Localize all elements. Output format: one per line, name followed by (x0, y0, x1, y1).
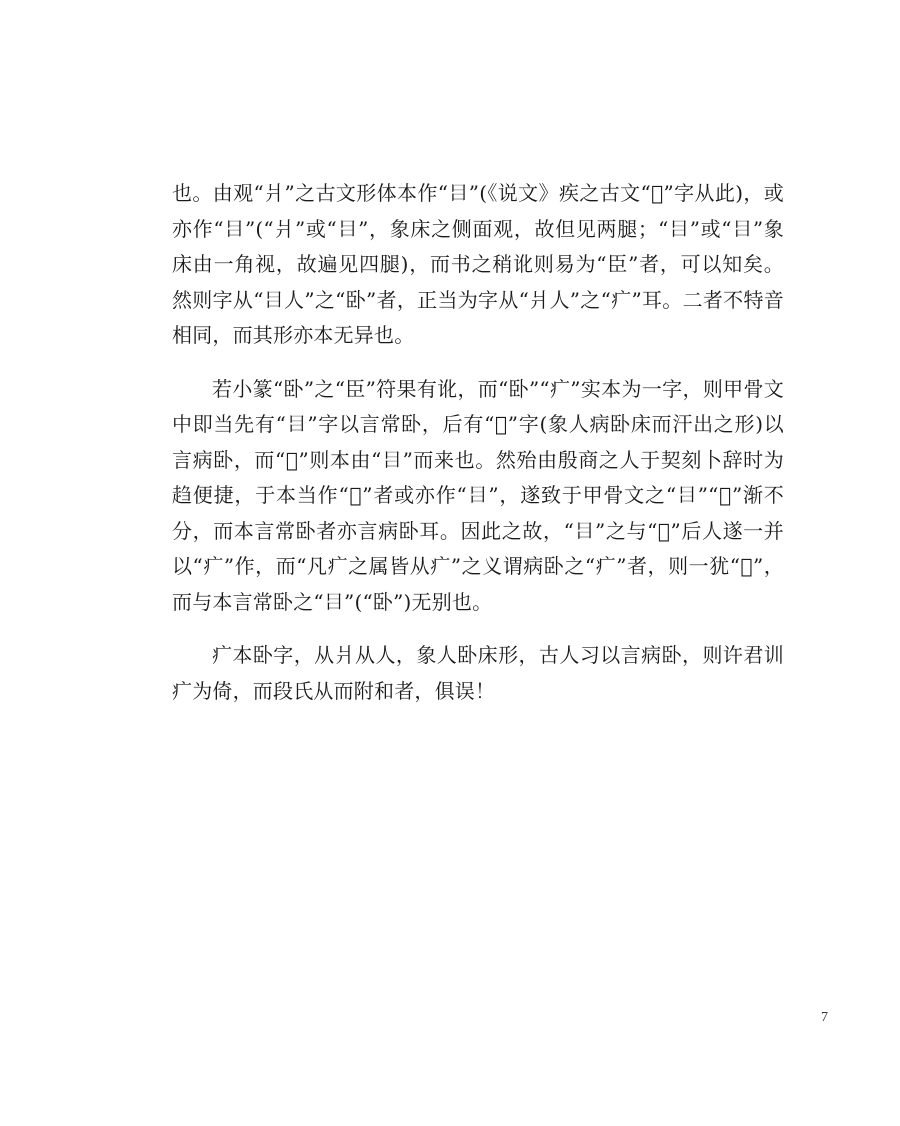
paragraph-3: 疒本卧字，从爿从人，象人卧床形，古人习以言病卧，则许君训疒为倚，而段氏从而附和者，俱误！ (172, 643, 784, 703)
paragraph-2: 若小篆“卧”之“臣”符果有讹，而“卧”“疒”实本为一字，则甲骨文中即当先有“𤕪”字以言常卧，后有“𤕫”字(象人病卧床而汗出之形)以言病卧，而“𤕫”则本由“𤕪”而来也。然殆由殷商之人于契刻卜辞时为趋便捷，于本当作“𤕫”者或亦作“𤕪”，遂致于甲骨文之“𤕪”“𤕫”渐不分，而本言常卧者亦言病卧耳。因此之故，“𤕪”之与“𤕫”后人遂一并以“疒”作，而“凡疒之属皆从疒”之义谓病卧之“疒”者，则一犹“𤕫”，而与本言常卧之“𤕪”(“卧”)无别也。 (172, 376, 784, 614)
body-text (172, 176, 784, 727)
page-number: 7 (821, 1010, 828, 1025)
paragraph-1: 也。由观“爿”之古文形体本作“𤕪”(《说文》疾之古文“𤕫”字从此)，或亦作“𤕪”(“爿”或“𤕪”，象床之侧面观，故但见两腿；“𤕪”或“𤕪”象床由一角视，故遍见四腿)，而书之稍讹则易为“臣”者，可以知矣。然则字从“𤕪人”之“卧”者，正当为字从“爿人”之“疒”耳。二者不特音相同，而其形亦本无异也。 (172, 181, 784, 347)
